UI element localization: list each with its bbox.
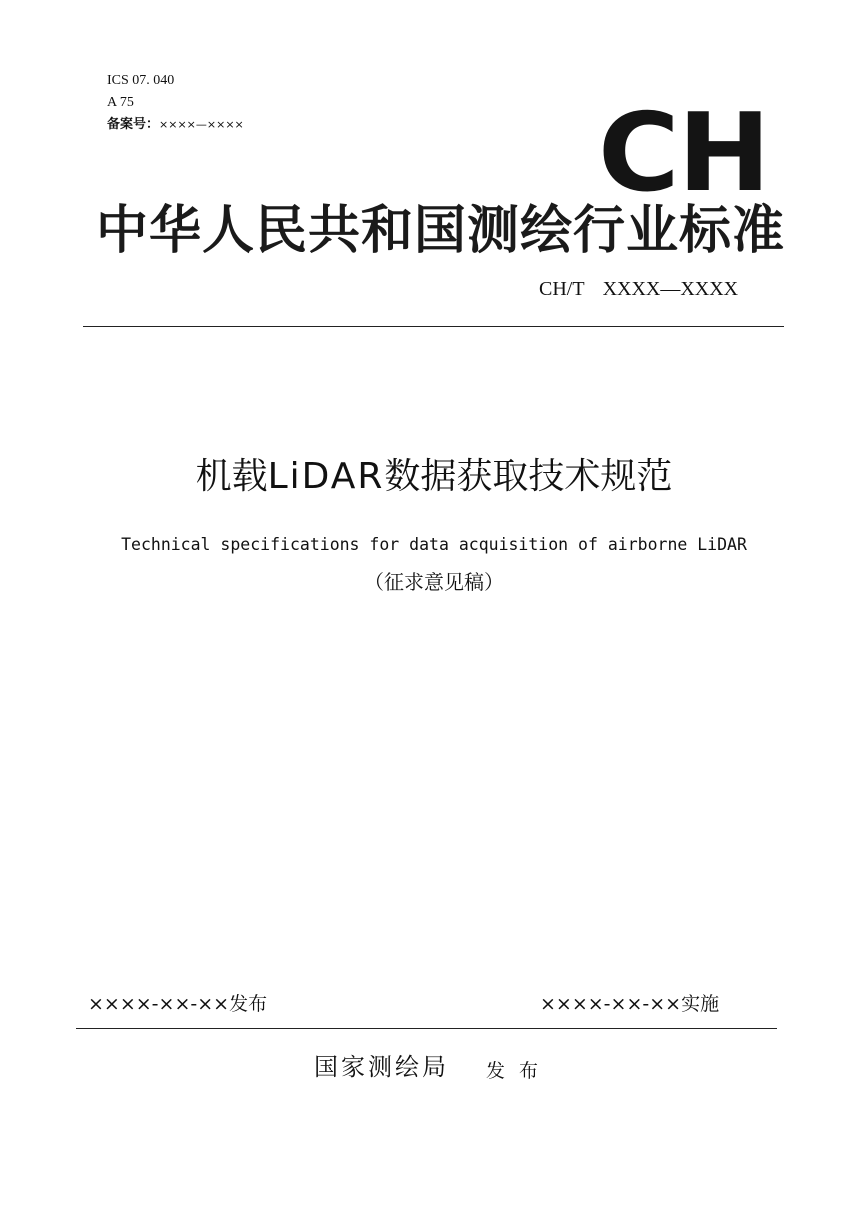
standard-prefix: CH/T <box>539 278 585 300</box>
authority-title: 中华人民共和国测绘行业标准 <box>96 201 786 261</box>
top-divider <box>83 326 784 327</box>
issue-date: ××××-××-××发布 <box>88 993 268 1015</box>
title-part1: 机载 <box>195 456 268 497</box>
ccs-code: A 75 <box>107 95 134 110</box>
ch-logo: CH <box>598 91 769 216</box>
ics-code: ICS 07. 040 <box>107 73 175 88</box>
standard-code: XXXX—XXXX <box>602 278 739 300</box>
document-metadata <box>107 70 244 136</box>
filing-value: ××××—×××× <box>159 118 244 131</box>
publish-word: 发布 <box>486 1060 553 1082</box>
document-title <box>0 452 868 502</box>
publisher: 国家测绘局 <box>314 1053 449 1081</box>
draft-note: （征求意见稿） <box>364 570 504 594</box>
bottom-divider <box>76 1028 777 1029</box>
title-part2: 数据获取技术规范 <box>384 456 673 497</box>
filing-label: 备案号： <box>107 117 160 132</box>
implementation-date: ××××-××-××实施 <box>540 993 720 1015</box>
title-latin: LiDAR <box>267 456 385 497</box>
document-subtitle: Technical specifications for data acquisition of airborne LiDAR <box>121 535 747 554</box>
filing-number <box>107 114 244 136</box>
standard-number <box>539 276 738 302</box>
